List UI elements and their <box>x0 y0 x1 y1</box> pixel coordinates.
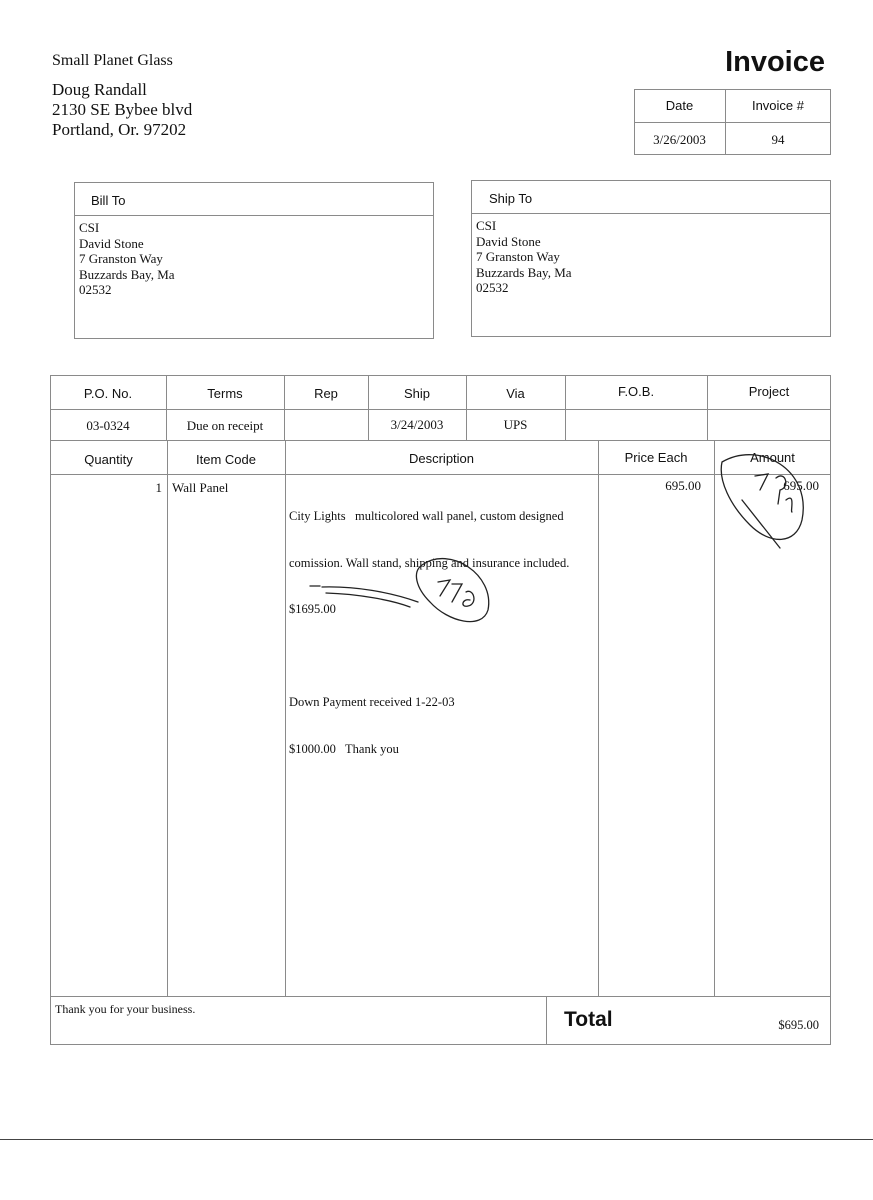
ship-date-value: 3/24/2003 <box>390 417 444 432</box>
ship-to-label: Ship To <box>489 191 533 206</box>
quantity-header: Quantity <box>84 452 133 467</box>
company-name: Small Planet Glass <box>52 52 173 69</box>
bill-to-line: Buzzards Bay, Ma <box>79 266 175 282</box>
bill-to-line: CSI <box>79 220 100 235</box>
ship-to-line: 7 Granston Way <box>476 249 560 264</box>
ship-to-line: CSI <box>476 218 497 233</box>
price-each-header: Price Each <box>624 450 688 465</box>
bill-to-address <box>79 220 175 298</box>
fob-header: F.O.B. <box>617 384 655 399</box>
item-price-each: 695.00 <box>665 478 701 493</box>
scan-edge-line <box>0 1139 873 1140</box>
description-line: comission. Wall stand, shipping and insurance included. <box>289 555 570 570</box>
po-number-value: 03-0324 <box>86 418 130 433</box>
total-value: $695.00 <box>778 1018 819 1032</box>
terms-header: Terms <box>207 386 243 401</box>
po-number-header: P.O. No. <box>83 386 133 401</box>
terms-value: Due on receipt <box>186 418 264 433</box>
via-header: Via <box>506 386 525 401</box>
invoice-title: Invoice <box>725 46 825 78</box>
amount-header: Amount <box>750 450 795 465</box>
invoice-number: 94 <box>771 132 785 147</box>
bill-to-label: Bill To <box>91 193 126 208</box>
bill-to-line: 02532 <box>79 282 112 297</box>
company-contact: Doug Randall <box>52 80 147 99</box>
description-line <box>289 649 569 665</box>
description-line: Down Payment received 1-22-03 <box>289 695 455 709</box>
description-line: City Lights multicolored wall panel, custom designed <box>289 509 564 523</box>
company-city: Portland, Or. 97202 <box>52 120 187 139</box>
date-label: Date <box>665 98 694 113</box>
company-block <box>52 52 192 140</box>
via-value: UPS <box>503 417 528 432</box>
rep-header: Rep <box>314 386 338 401</box>
item-amount: 695.00 <box>783 478 819 493</box>
description-header: Description <box>408 451 475 466</box>
total-label: Total <box>564 1008 613 1031</box>
invoice-number-label: Invoice # <box>751 98 805 113</box>
ship-header: Ship <box>403 386 431 401</box>
description-line: $1000.00 Thank you <box>289 741 399 756</box>
ship-to-address <box>476 218 572 296</box>
ship-to-line: 02532 <box>476 280 509 295</box>
thank-you-message: Thank you for your business. <box>55 1002 196 1016</box>
company-street: 2130 SE Bybee blvd <box>52 100 193 119</box>
description-line: $1695.00 <box>289 602 336 616</box>
item-code-header: Item Code <box>196 452 256 467</box>
invoice-date: 3/26/2003 <box>653 132 706 147</box>
bill-to-line: David Stone <box>79 235 144 251</box>
project-header: Project <box>748 384 790 399</box>
ship-to-line: Buzzards Bay, Ma <box>476 264 572 280</box>
handwritten-description-note <box>0 0 1 1</box>
item-description <box>289 478 569 773</box>
bill-to-line: 7 Granston Way <box>79 251 163 266</box>
item-code: Wall Panel <box>172 480 229 495</box>
item-quantity: 1 <box>155 480 162 495</box>
ship-to-line: David Stone <box>476 233 541 249</box>
